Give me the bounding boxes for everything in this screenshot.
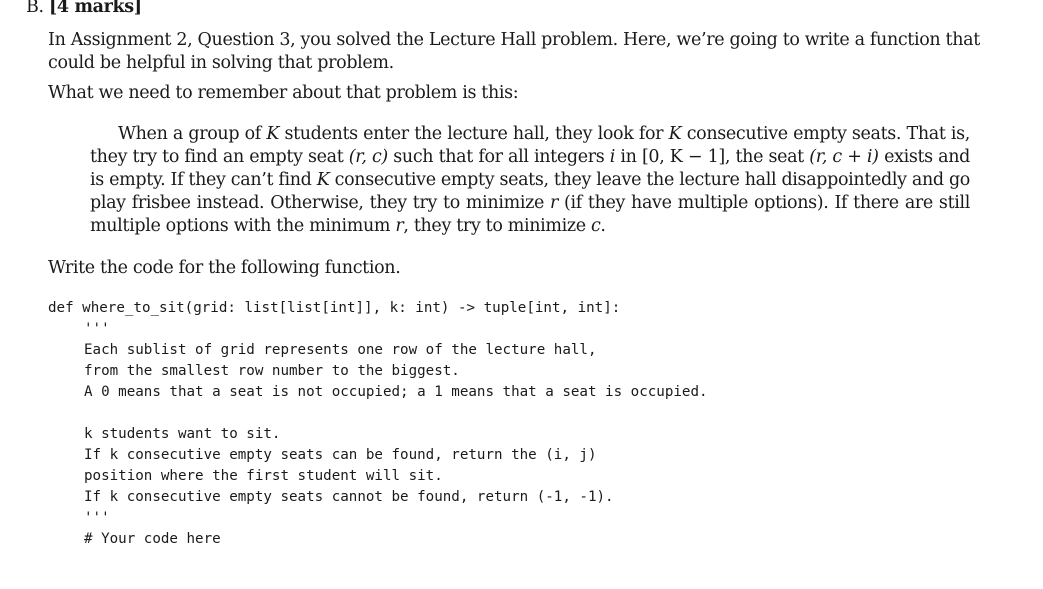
code-comment: # Your code here — [84, 531, 221, 547]
code-line: ''' — [84, 321, 110, 337]
math-rc: (r, c) — [348, 147, 388, 167]
math-i: i — [609, 147, 615, 167]
code-line: position where the first student will sit. — [84, 468, 443, 484]
code-line: If k consecutive empty seats cannot be found, return (-1, -1). — [84, 489, 614, 505]
function-signature: def where_to_sit(grid: list[list[int]], k: int) -> tuple[int, int]: — [48, 300, 621, 316]
math-range: [0, K − 1] — [641, 147, 725, 167]
intro-paragraph: In Assignment 2, Question 3, you solved the Lecture Hall problem. Here, we’re going to write a function that could be helpful in solving that problem. — [48, 30, 980, 73]
code-line: from the smallest row number to the biggest. — [84, 363, 460, 379]
code-line: Each sublist of grid represents one row of the lecture hall, — [84, 342, 597, 358]
code-line: If k consecutive empty seats can be found, return the (i, j) — [84, 447, 597, 463]
problem-quote: When a group of K students enter the lecture hall, they look for K consecutive empty seats. That is, they try to find an empty seat (r, c) such that for all integers i in [0, K − 1], the seat (r, c + i) exists and is empty. If they can’t find K consecutive empty seats, they leave the lecture hall disappointedly and go play frisbee instead. Otherwise, they try to minimize r (if they have multiple options). If there are still multiple options with the minimum r, they try to minimize c. — [90, 124, 971, 236]
math-r: r — [549, 193, 558, 213]
code-line: ''' — [84, 510, 110, 526]
code-line: A 0 means that a seat is not occupied; a 1 means that a seat is occupied. — [84, 384, 708, 400]
question-heading — [26, 0, 142, 19]
math-r: r — [395, 216, 404, 236]
math-K: K — [668, 124, 682, 144]
remember-paragraph: What we need to remember about that problem is this: — [48, 83, 519, 103]
math-K: K — [266, 124, 280, 144]
math-K: K — [316, 170, 330, 190]
math-c: c — [590, 216, 601, 236]
math-rci: (r, c + i) — [809, 147, 879, 167]
question-label: B. — [26, 0, 44, 17]
marks-label: [4 marks] — [48, 0, 142, 17]
code-line: k students want to sit. — [84, 426, 281, 442]
write-code-instruction: Write the code for the following function. — [48, 258, 401, 278]
